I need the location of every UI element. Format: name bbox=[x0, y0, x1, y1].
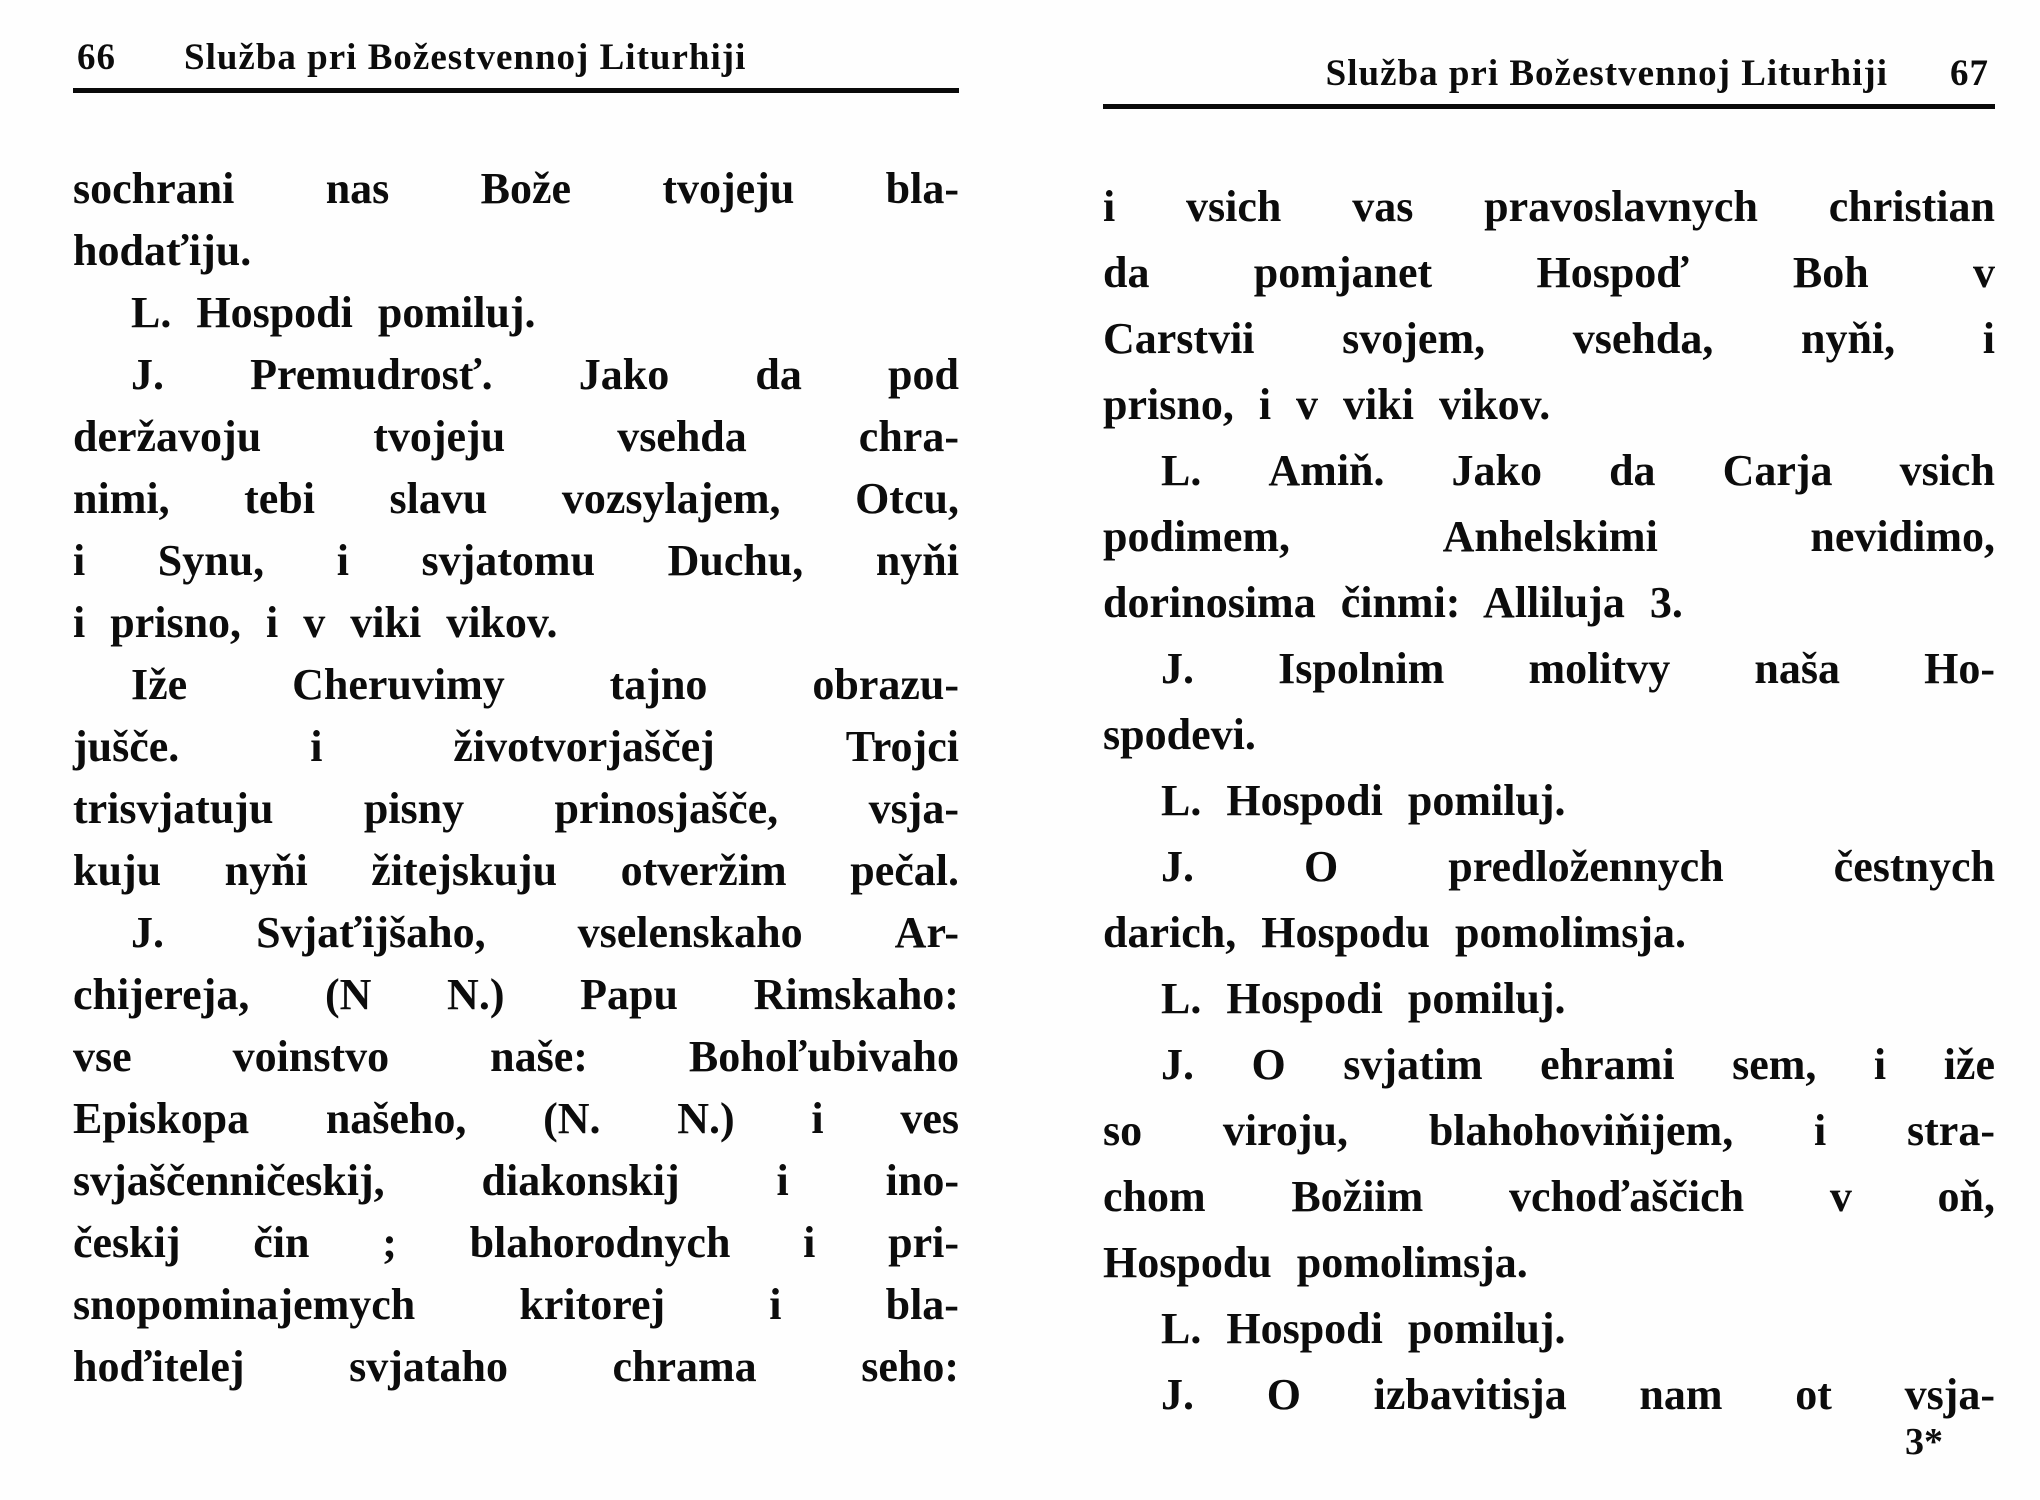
word: Ispolnim bbox=[1278, 644, 1445, 693]
word: viroju, bbox=[1222, 1106, 1349, 1155]
word: J. bbox=[1161, 644, 1194, 693]
word: i bbox=[776, 1156, 789, 1205]
word: nevidimo, bbox=[1810, 512, 1995, 561]
word: pod bbox=[888, 350, 959, 399]
text-line bbox=[73, 905, 959, 967]
word: chra- bbox=[858, 412, 959, 461]
word: i bbox=[1814, 1106, 1827, 1155]
left-page-header bbox=[73, 36, 959, 80]
word: da bbox=[1609, 446, 1656, 495]
text-line: L. Hospodi pomiluj. bbox=[1161, 776, 1566, 825]
text-line bbox=[73, 161, 959, 223]
word: (N. bbox=[543, 1094, 601, 1143]
signature-mark: 3* bbox=[1905, 1421, 1943, 1463]
text-line: hodaťiju. bbox=[73, 226, 252, 275]
word: vchoďaščich bbox=[1508, 1172, 1745, 1221]
word: chom bbox=[1103, 1172, 1206, 1221]
word: svjaščenničeskij, bbox=[73, 1156, 385, 1205]
word: da bbox=[755, 350, 802, 399]
word: iže bbox=[1943, 1040, 1995, 1089]
word: českij bbox=[73, 1218, 181, 1267]
right-page-number: 67 bbox=[1950, 53, 1989, 94]
word: nyňi bbox=[875, 536, 959, 585]
word: J. bbox=[1161, 1370, 1194, 1419]
word: podimem, bbox=[1103, 512, 1290, 561]
word: ot bbox=[1795, 1370, 1832, 1419]
word: tebi bbox=[244, 474, 315, 523]
right-running-title: Služba pri Božestvennoj Liturhiji bbox=[1325, 53, 1888, 94]
left-header-rule bbox=[73, 88, 959, 93]
word: predložennych bbox=[1448, 842, 1724, 891]
word: stra- bbox=[1907, 1106, 1995, 1155]
text-line bbox=[73, 409, 959, 471]
text-line bbox=[73, 1029, 959, 1091]
text-line: L. Hospodi pomiluj. bbox=[1161, 974, 1566, 1023]
word: pri- bbox=[888, 1218, 959, 1267]
word: ; bbox=[382, 1218, 397, 1267]
word: i bbox=[336, 536, 349, 585]
word: Boh bbox=[1792, 248, 1869, 297]
word: Jako bbox=[578, 350, 670, 399]
text-line bbox=[73, 471, 959, 533]
word: Trojci bbox=[845, 722, 959, 771]
word: našeho, bbox=[325, 1094, 467, 1143]
word: seho: bbox=[861, 1342, 959, 1391]
word: sochrani bbox=[73, 164, 235, 213]
word: Jako bbox=[1451, 446, 1543, 495]
word: diakonskij bbox=[481, 1156, 680, 1205]
word: naša bbox=[1754, 644, 1840, 693]
word: kritorej bbox=[519, 1280, 666, 1329]
word: nyňi, bbox=[1800, 314, 1896, 363]
word: vsehda bbox=[617, 412, 747, 461]
word: ves bbox=[900, 1094, 959, 1143]
left-running-title: Služba pri Božestvennoj Liturhiji bbox=[184, 37, 747, 78]
word: izbavitisja bbox=[1373, 1370, 1567, 1419]
word: chrama bbox=[612, 1342, 757, 1391]
word: J. bbox=[1161, 842, 1194, 891]
word: i bbox=[1982, 314, 1995, 363]
word: naše: bbox=[490, 1032, 588, 1081]
word: blahohoviňijem, bbox=[1428, 1106, 1734, 1155]
word: Ar- bbox=[894, 908, 959, 957]
word: čestnych bbox=[1833, 842, 1995, 891]
word: jušče. bbox=[73, 722, 180, 771]
word: svojem, bbox=[1342, 314, 1486, 363]
left-page-lines bbox=[73, 161, 959, 1401]
left-page-number: 66 bbox=[77, 37, 116, 78]
text-line: L. Hospodi pomiluj. bbox=[1161, 1304, 1566, 1353]
word: nas bbox=[325, 164, 390, 213]
word: N.) bbox=[677, 1094, 735, 1143]
word: Anhelskimi bbox=[1442, 512, 1658, 561]
word: voinstvo bbox=[232, 1032, 390, 1081]
word: ino- bbox=[885, 1156, 959, 1205]
word: vas bbox=[1352, 182, 1414, 231]
text-line bbox=[1103, 245, 1995, 311]
word: O bbox=[1304, 842, 1339, 891]
text-line bbox=[1103, 443, 1995, 509]
text-line: Hospodu pomolimsja. bbox=[1103, 1238, 1528, 1287]
word: Premudrosť. bbox=[250, 350, 493, 399]
word: so bbox=[1103, 1106, 1143, 1155]
word: tajno bbox=[609, 660, 708, 709]
word: chijereja, bbox=[73, 970, 250, 1019]
word: žitejskuju bbox=[371, 846, 558, 895]
right-page bbox=[1103, 52, 1995, 1463]
word: i bbox=[1873, 1040, 1887, 1089]
text-line bbox=[73, 1091, 959, 1153]
text-line bbox=[73, 347, 959, 409]
word: bla- bbox=[885, 1280, 959, 1329]
text-line: L. Hospodi pomiluj. bbox=[131, 288, 536, 337]
word: svjatim bbox=[1343, 1040, 1483, 1089]
word: vsja- bbox=[1904, 1370, 1995, 1419]
word: vsehda, bbox=[1572, 314, 1714, 363]
word: J. bbox=[131, 350, 164, 399]
word: vsich bbox=[1186, 182, 1282, 231]
word: hoďitelej bbox=[73, 1342, 245, 1391]
text-line bbox=[73, 1339, 959, 1401]
right-page-lines bbox=[1103, 179, 1995, 1433]
word: Iže bbox=[131, 660, 188, 709]
word: obrazu- bbox=[812, 660, 959, 709]
word: N.) bbox=[447, 970, 505, 1019]
right-header-rule bbox=[1103, 104, 1995, 109]
word: deržavoju bbox=[73, 412, 262, 461]
word: blahorodnych bbox=[469, 1218, 731, 1267]
word: Otcu, bbox=[855, 474, 959, 523]
word: tvojeju bbox=[373, 412, 506, 461]
word: kuju bbox=[73, 846, 162, 895]
word: L. bbox=[1161, 446, 1202, 495]
word: tvojeju bbox=[662, 164, 795, 213]
text-line: spodevi. bbox=[1103, 710, 1256, 759]
text-line bbox=[1103, 641, 1995, 707]
text-line bbox=[1103, 179, 1995, 245]
word: nimi, bbox=[73, 474, 170, 523]
word: Carja bbox=[1722, 446, 1833, 495]
word: trisvjatuju bbox=[73, 784, 274, 833]
word: Duchu, bbox=[667, 536, 804, 585]
text-line bbox=[73, 781, 959, 843]
word: vozsylajem, bbox=[561, 474, 781, 523]
word: sem, bbox=[1732, 1040, 1817, 1089]
word: pomjanet bbox=[1253, 248, 1433, 297]
word: Bohoľubivaho bbox=[688, 1032, 959, 1081]
word: slavu bbox=[389, 474, 488, 523]
word: bla- bbox=[885, 164, 959, 213]
word: O bbox=[1266, 1370, 1301, 1419]
word: nam bbox=[1639, 1370, 1723, 1419]
text-line bbox=[1103, 311, 1995, 377]
word: čin bbox=[253, 1218, 310, 1267]
text-line bbox=[1103, 1037, 1995, 1103]
word: da bbox=[1103, 248, 1150, 297]
word: Carstvii bbox=[1103, 314, 1255, 363]
word: vse bbox=[73, 1032, 132, 1081]
word: christian bbox=[1828, 182, 1995, 231]
word: molitvy bbox=[1528, 644, 1671, 693]
text-line bbox=[1103, 1169, 1995, 1235]
word: pečal. bbox=[850, 846, 959, 895]
word: Episkopa bbox=[73, 1094, 250, 1143]
word: vsich bbox=[1899, 446, 1995, 495]
text-line: i prisno, i v viki vikov. bbox=[73, 598, 558, 647]
word: v bbox=[1972, 248, 1995, 297]
word: svjataho bbox=[349, 1342, 508, 1391]
word: Božiim bbox=[1291, 1172, 1424, 1221]
word: O bbox=[1251, 1040, 1286, 1089]
word: Svjaťijšaho, bbox=[256, 908, 486, 957]
word: snopominajemych bbox=[73, 1280, 416, 1329]
word: J. bbox=[1161, 1040, 1194, 1089]
text-line bbox=[1103, 839, 1995, 905]
word: Cheruvimy bbox=[292, 660, 505, 709]
word: i bbox=[310, 722, 323, 771]
word: prinosjašče, bbox=[554, 784, 779, 833]
text-line bbox=[73, 1153, 959, 1215]
word: nyňi bbox=[224, 846, 308, 895]
text-line bbox=[1103, 509, 1995, 575]
left-page bbox=[73, 36, 959, 1401]
word: i bbox=[73, 536, 86, 585]
word: životvorjaščej bbox=[453, 722, 715, 771]
text-line bbox=[73, 843, 959, 905]
text-line: darich, Hospodu pomolimsja. bbox=[1103, 908, 1686, 957]
word: Bože bbox=[480, 164, 572, 213]
text-line bbox=[73, 657, 959, 719]
word: vsja- bbox=[868, 784, 959, 833]
text-line bbox=[73, 533, 959, 595]
right-page-header bbox=[1103, 52, 1995, 96]
word: i bbox=[769, 1280, 782, 1329]
text-line bbox=[73, 1215, 959, 1277]
word: i bbox=[803, 1218, 816, 1267]
word: v bbox=[1829, 1172, 1852, 1221]
word: i bbox=[811, 1094, 824, 1143]
text-line: dorinosima činmi: Alliluja 3. bbox=[1103, 578, 1683, 627]
word: (N bbox=[324, 970, 372, 1019]
word: vselenskaho bbox=[577, 908, 803, 957]
text-line bbox=[1103, 1103, 1995, 1169]
word: Papu bbox=[580, 970, 678, 1019]
word: Rimskaho: bbox=[753, 970, 959, 1019]
word: otveržim bbox=[620, 846, 787, 895]
word: Synu, bbox=[157, 536, 265, 585]
word: Ho- bbox=[1924, 644, 1995, 693]
text-line bbox=[73, 719, 959, 781]
word: Amiň. bbox=[1268, 446, 1385, 495]
word: i bbox=[1103, 182, 1116, 231]
text-line bbox=[1103, 1367, 1995, 1433]
word: oň, bbox=[1937, 1172, 1995, 1221]
text-line bbox=[73, 967, 959, 1029]
word: pisny bbox=[363, 784, 465, 833]
word: Hospoď bbox=[1536, 248, 1689, 297]
word: ehrami bbox=[1540, 1040, 1675, 1089]
word: pravoslavnych bbox=[1484, 182, 1758, 231]
word: svjatomu bbox=[421, 536, 596, 585]
text-line bbox=[73, 1277, 959, 1339]
text-line: prisno, i v viki vikov. bbox=[1103, 380, 1551, 429]
word: J. bbox=[131, 908, 164, 957]
